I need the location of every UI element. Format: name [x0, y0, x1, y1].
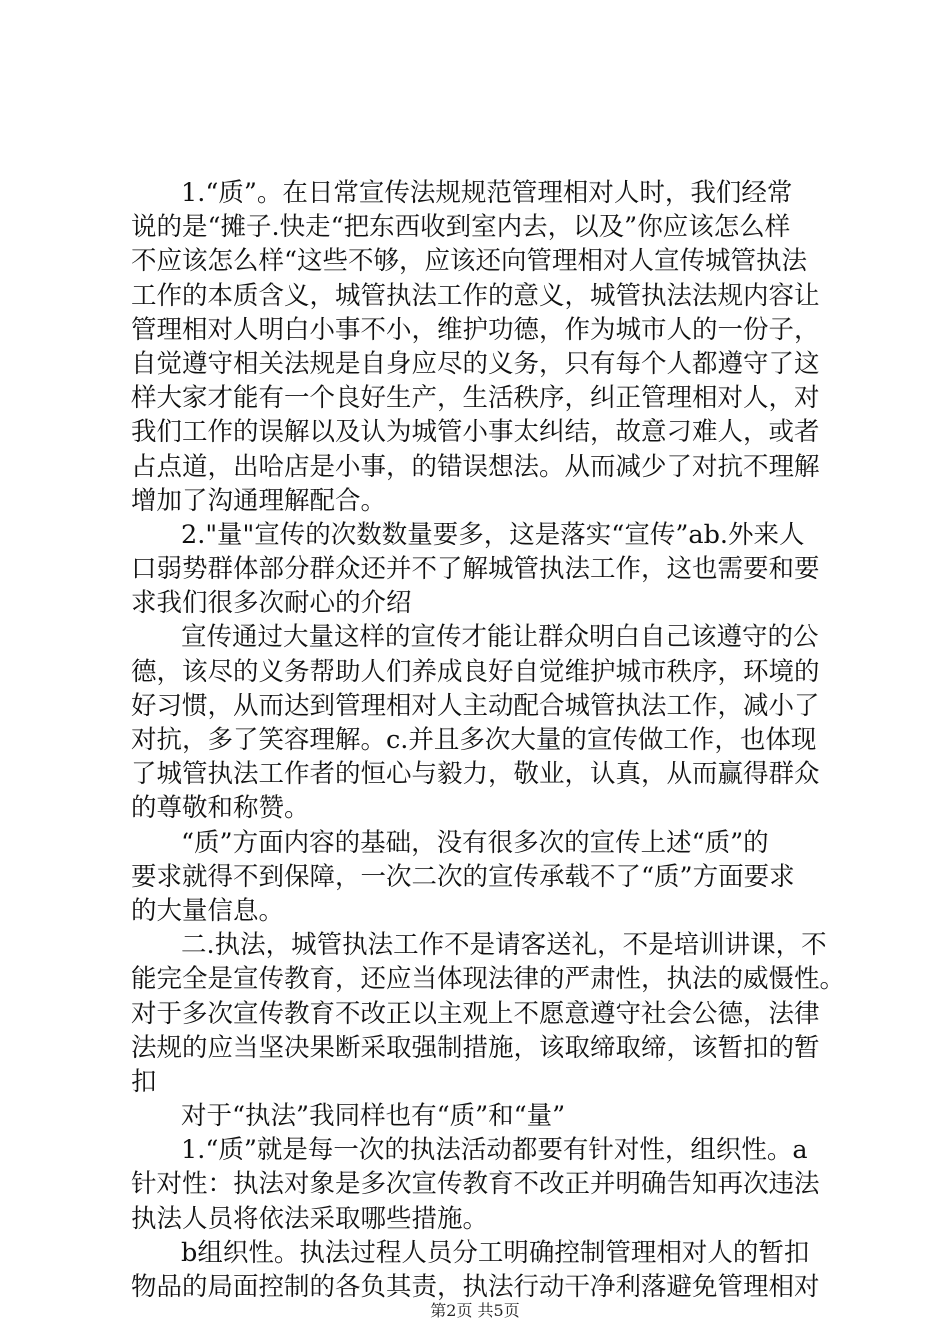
text-line: 求我们很多次耐心的介绍 — [131, 588, 412, 619]
text-line: 要求就得不到保障，一次二次的宣传承载不了“质”方面要求 — [131, 861, 795, 892]
text-line: 1.“质”就是每一次的执法活动都要有针对性，组织性。a — [181, 1135, 808, 1166]
page-footer: 第2页 共5页 — [430, 1301, 520, 1320]
text-line: 的大量信息。 — [131, 895, 285, 926]
text-line: 自觉遵守相关法规是自身应尽的义务，只有每个人都遵守了这 — [131, 348, 820, 379]
text-line: 不应该怎么样“这些不够，应该还向管理相对人宣传城管执法 — [131, 246, 808, 277]
text-line: 2."量"宣传的次数数量要多，这是落实“宣传”ab.外来人 — [181, 519, 805, 550]
text-line: 法规的应当坚决果断采取强制措施，该取缔取缔，该暂扣的暂 — [131, 1032, 820, 1063]
text-line: 德，该尽的义务帮助人们养成良好自觉维护城市秩序，环境的 — [131, 656, 820, 687]
text-line: “质”方面内容的基础，没有很多次的宣传上述“质”的 — [181, 827, 769, 858]
text-line: 增加了沟通理解配合。 — [131, 485, 387, 516]
text-line: 扣 — [131, 1066, 157, 1097]
text-line: 的尊敬和称赞。 — [131, 793, 310, 824]
text-line: 管理相对人明白小事不小，维护功德，作为城市人的一份子， — [131, 314, 820, 345]
text-line: 对于多次宣传教育不改正以主观上不愿意遵守社会公德，法律 — [131, 998, 820, 1029]
text-line: 针对性：执法对象是多次宣传教育不改正并明确告知再次违法 — [131, 1169, 820, 1200]
text-line: 对抗，多了笑容理解。c.并且多次大量的宣传做工作，也体现 — [131, 725, 817, 755]
text-line: 物品的局面控制的各负其责，执法行动干净利落避免管理相对 — [131, 1272, 820, 1302]
text-line: 1.“质”。在日常宣传法规规范管理相对人时，我们经常 — [181, 178, 793, 208]
text-line: 二.执法，城管执法工作不是请客送礼，不是培训讲课，不 — [181, 930, 827, 961]
text-line: 对于“执法”我同样也有“质”和“量” — [181, 1101, 566, 1132]
text-line: 好习惯，从而达到管理相对人主动配合城管执法工作，减小了 — [131, 690, 820, 721]
text-line: b组织性。执法过程人员分工明确控制管理相对人的暂扣 — [181, 1237, 810, 1268]
text-line: 能完全是宣传教育，还应当体现法律的严肃性，执法的威慑性。 — [131, 964, 846, 995]
text-line: 了城管执法工作者的恒心与毅力，敬业，认真，从而赢得群众 — [131, 759, 820, 790]
document-body — [131, 176, 846, 1304]
text-line: 工作的本质含义，城管执法工作的意义，城管执法法规内容让 — [131, 280, 820, 311]
text-line: 说的是“摊子.快走“把东西收到室内去，以及”你应该怎么样 — [131, 212, 791, 243]
text-line: 执法人员将依法采取哪些措施。 — [131, 1203, 489, 1234]
text-line: 样大家才能有一个良好生产，生活秩序，纠正管理相对人，对 — [131, 383, 820, 414]
text-line: 宣传通过大量这样的宣传才能让群众明白自己该遵守的公 — [181, 622, 819, 653]
text-line: 我们工作的误解以及认为城管小事太纠结，故意刁难人，或者 — [131, 417, 820, 448]
text-line: 口弱势群体部分群众还并不了解城管执法工作，这也需要和要 — [131, 554, 820, 585]
text-line: 占点道，出哈店是小事，的错误想法。从而减少了对抗不理解 — [131, 451, 820, 482]
